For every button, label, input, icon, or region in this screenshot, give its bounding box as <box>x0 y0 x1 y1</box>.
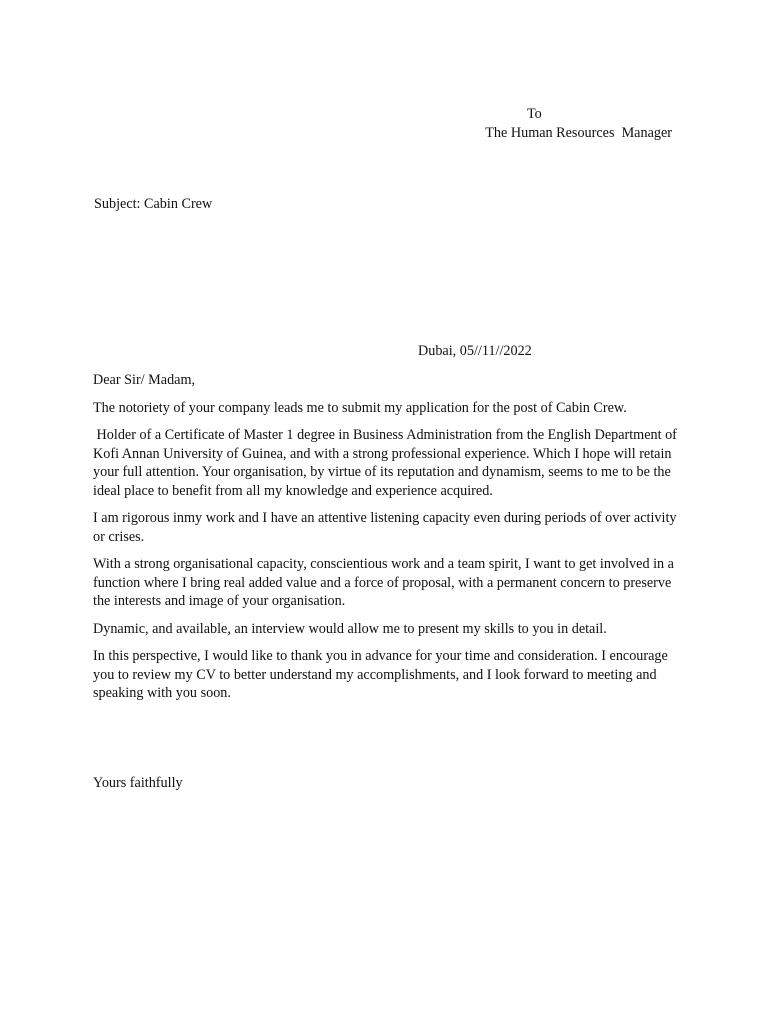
body-paragraph: Dynamic, and available, an interview would allow me to present my skills to you in detail. <box>93 620 607 637</box>
body-paragraph: The notoriety of your company leads me to submit my application for the post of Cabin Crew. <box>93 399 627 416</box>
body-paragraph: In this perspective, I would like to thank you in advance for your time and consideration. I encourage you to review my CV to better understand my accomplishments, and I look forward to meeting and speaking with you soon. <box>93 648 668 701</box>
closing-line: Yours faithfully <box>93 775 183 791</box>
body-paragraph: With a strong organisational capacity, conscientious work and a team spirit, I want to get involved in a function where I bring real added value and a force of proposal, with a permanent concern to preserve the interests and image of your organisation. <box>93 556 674 609</box>
subject-line: Subject: Cabin Crew <box>94 196 213 212</box>
recipient-line: The Human Resources Manager <box>485 125 672 141</box>
salutation: Dear Sir/ Madam, <box>93 372 196 388</box>
body-paragraph: I am rigorous inmy work and I have an attentive listening capacity even during periods of over activity or crises. <box>93 510 677 545</box>
to-label: To <box>527 106 542 122</box>
body-paragraph: Holder of a Certificate of Master 1 degree in Business Administration from the English Department of Kofi Annan University of Guinea, and with a strong professional experience. Which I hope will retain your full attention. Your organisation, by virtue of its reputation and dynamism, seems to me to be the ideal place to benefit from all my knowledge and experience acquired. <box>93 427 681 499</box>
letter-body <box>93 371 683 712</box>
date-line: Dubai, 05//11//2022 <box>418 343 532 359</box>
